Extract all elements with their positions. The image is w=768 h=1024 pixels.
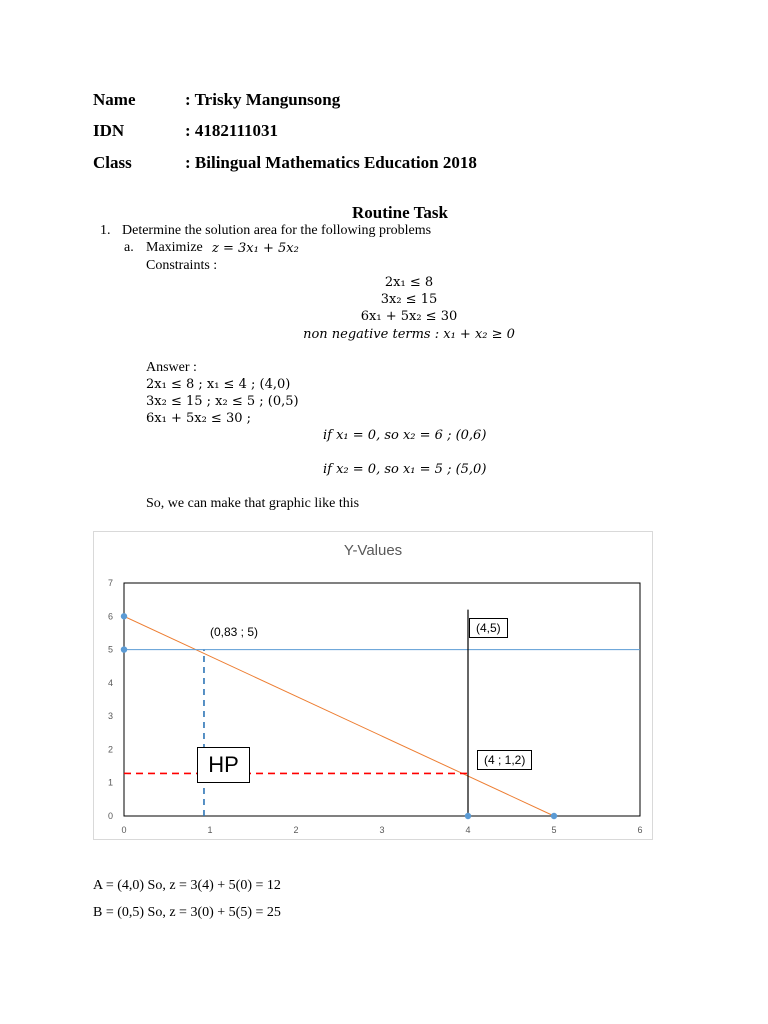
y-tick-label-5: 5 [107, 644, 113, 655]
series-line-0 [124, 616, 554, 816]
part-label: a. [124, 240, 134, 255]
class-value: : Bilingual Mathematics Education 2018 [185, 153, 477, 172]
question-text: Determine the solution area for the following problems [122, 223, 432, 238]
annotation-hp: HP [197, 747, 250, 783]
x-tick-label-3: 3 [379, 825, 385, 835]
annotation-0-83-5: (0,83 ; 5) [209, 624, 258, 639]
constraint-2: 3x₂ ≤ 15 [380, 292, 438, 307]
x-tick-label-0: 0 [121, 825, 127, 835]
y-tick-label-4: 4 [107, 677, 113, 688]
answer-line-1: 2x₁ ≤ 8 ; x₁ ≤ 4 ; (4,0) [146, 377, 291, 392]
solution-area-chart [93, 531, 653, 840]
constraint-1: 2x₁ ≤ 8 [384, 275, 434, 290]
y-tick-label-2: 2 [107, 744, 113, 755]
data-point-0 [121, 613, 127, 619]
answer-line-2: 3x₂ ≤ 15 ; x₂ ≤ 5 ; (0,5) [146, 394, 299, 409]
data-point-1 [121, 646, 127, 652]
name-label: Name [93, 90, 136, 109]
idn-label: IDN [93, 121, 125, 140]
chart-title: Y-Values [343, 542, 403, 559]
page-title: Routine Task [352, 203, 448, 222]
data-point-2 [465, 813, 471, 819]
result-b: B = (0,5) So, z = 3(0) + 5(5) = 25 [93, 905, 281, 920]
x-tick-label-4: 4 [465, 825, 471, 835]
x-tick-label-6: 6 [637, 825, 643, 835]
graphic-intro-text: So, we can make that graphic like this [146, 496, 360, 511]
y-tick-label-0: 0 [107, 811, 113, 821]
objective-function: z = 3x₁ + 5x₂ [212, 241, 299, 256]
result-a: A = (4,0) So, z = 3(4) + 5(0) = 12 [93, 878, 281, 893]
chart-plot [94, 532, 652, 839]
answer-if-1: if x₁ = 0, so x₂ = 6 ; (0,6) [323, 428, 487, 443]
maximize-text: Maximize [146, 240, 203, 255]
y-tick-label-7: 7 [107, 578, 113, 588]
question-number: 1. [100, 223, 111, 238]
y-tick-label-3: 3 [107, 711, 113, 722]
x-tick-label-1: 1 [207, 825, 213, 835]
answer-if-2: if x₂ = 0, so x₁ = 5 ; (5,0) [323, 462, 487, 477]
annotation-4-1-2: (4 ; 1,2) [477, 750, 532, 770]
data-point-3 [551, 813, 557, 819]
class-label: Class [93, 153, 132, 172]
constraint-3: 6x₁ + 5x₂ ≤ 30 [360, 309, 458, 324]
x-tick-label-2: 2 [293, 825, 299, 835]
non-negative-terms: non negative terms : x₁ + x₂ ≥ 0 [303, 327, 515, 342]
answer-line-3: 6x₁ + 5x₂ ≤ 30 ; [146, 411, 251, 426]
annotation-4-5: (4,5) [469, 618, 508, 638]
answer-label: Answer : [146, 360, 197, 375]
x-tick-label-5: 5 [551, 825, 557, 835]
y-tick-label-6: 6 [107, 611, 113, 622]
name-value: : Trisky Mangunsong [185, 90, 341, 109]
y-tick-label-1: 1 [107, 777, 113, 788]
constraints-label: Constraints : [146, 258, 218, 273]
idn-value: : 4182111031 [185, 121, 279, 140]
